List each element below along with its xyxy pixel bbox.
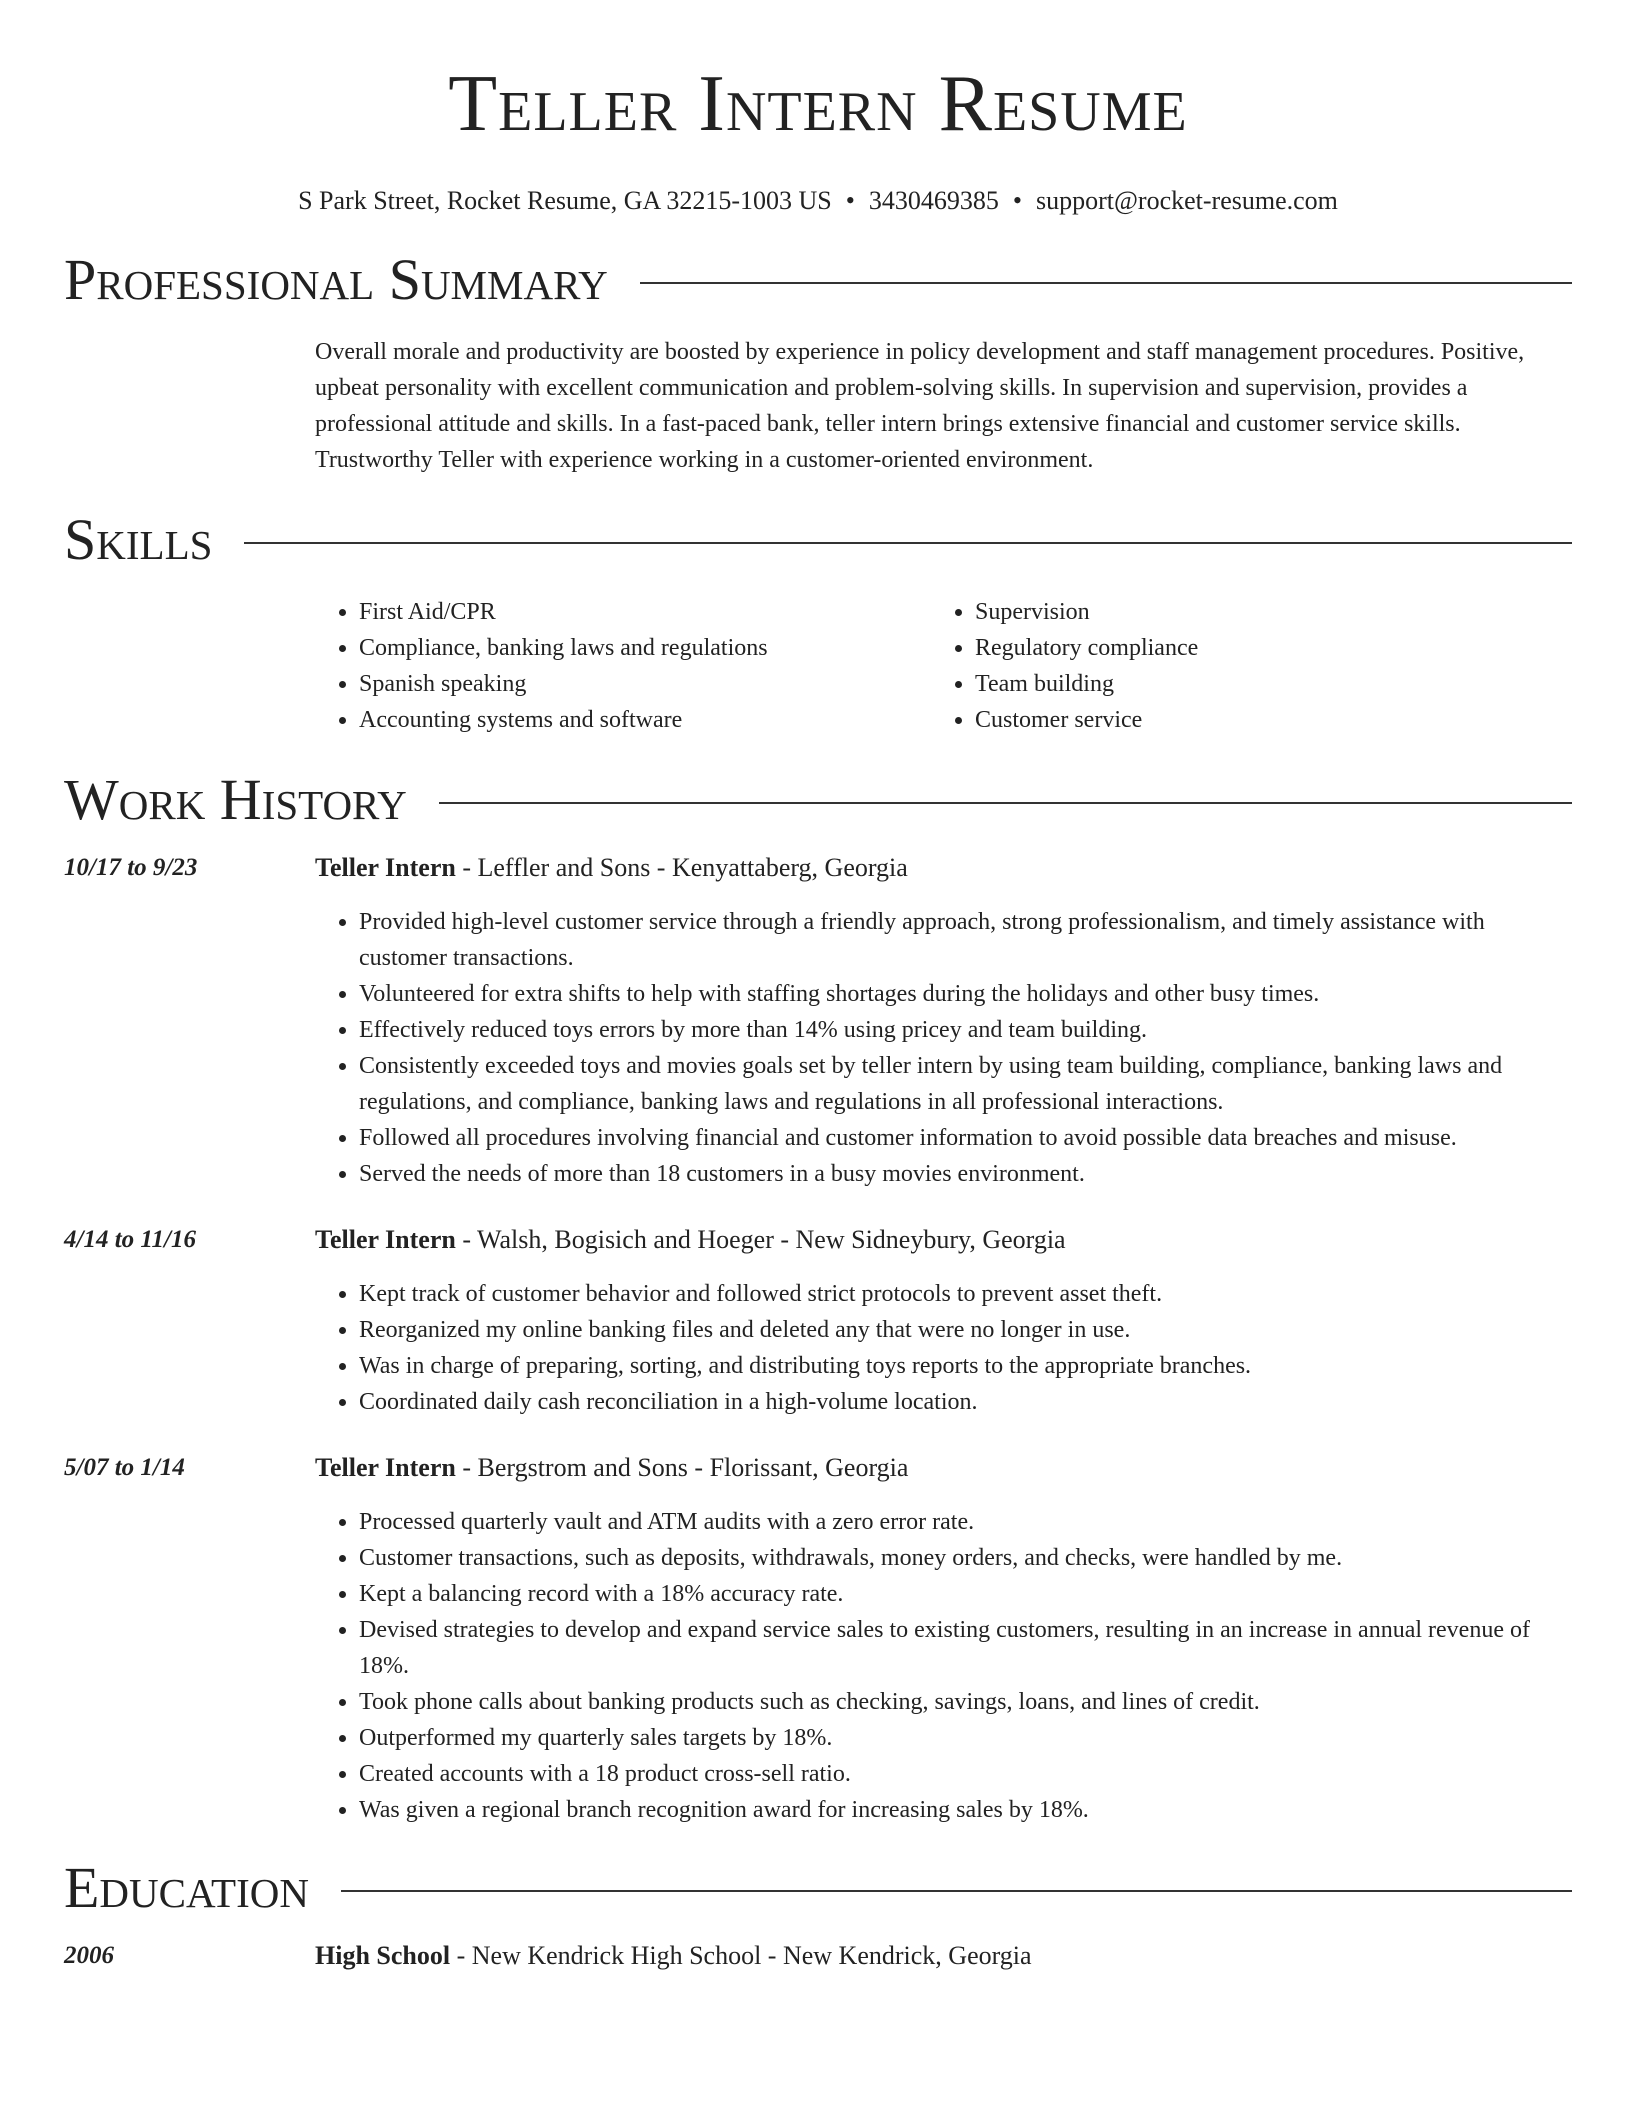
section-divider — [244, 542, 1572, 544]
skills-section-header — [64, 508, 1572, 572]
job-bullet: • Provided high-level customer service through a friendly approach, strong professionalism, and timely assistance with customer transactions. — [359, 904, 1572, 976]
education-degree: High School — [315, 1941, 451, 1970]
skill-item: • Accounting systems and software — [359, 702, 931, 738]
education-heading: Education — [64, 1855, 309, 1920]
skills-heading: Skills — [64, 507, 213, 572]
job-bullet: • Processed quarterly vault and ATM audits with a zero error rate. — [359, 1504, 1572, 1540]
education-body — [315, 1938, 1572, 1974]
summary-heading: Professional Summary — [64, 247, 608, 312]
job-dates: 10/17 to 9/23 — [64, 854, 198, 881]
job-bullet: • Was in charge of preparing, sorting, and distributing toys reports to the appropriate branches. — [359, 1348, 1572, 1384]
contact-separator: • — [845, 186, 855, 215]
job-bullet: • Created accounts with a 18 product cross-sell ratio. — [359, 1756, 1572, 1792]
contact-email: support@rocket-resume.com — [1035, 186, 1338, 215]
job-bullet: • Coordinated daily cash reconciliation in a high-volume location. — [359, 1384, 1572, 1420]
job-bullet: • Consistently exceeded toys and movies goals set by teller intern by using team building, compliance, banking laws and regulations, and compliance, banking laws and regulations in all professional interactions. — [359, 1048, 1572, 1120]
work-section-header — [64, 768, 1572, 832]
job-title: Teller Intern — [315, 1453, 456, 1482]
job-bullets — [315, 1504, 1572, 1828]
job-dates: 4/14 to 11/16 — [64, 1226, 196, 1253]
job-body — [315, 850, 1572, 1192]
contact-phone: 3430469385 — [868, 186, 999, 215]
contact-separator: • — [1012, 186, 1022, 215]
job-details: - Walsh, Bogisich and Hoeger - New Sidneybury, Georgia — [455, 1225, 1066, 1254]
job-role-line — [315, 850, 1572, 886]
resume-title: Teller Intern Resume — [448, 60, 1188, 148]
job-bullet: • Kept a balancing record with a 18% accuracy rate. — [359, 1576, 1572, 1612]
education-entry — [64, 1938, 1572, 1974]
skills-grid — [315, 594, 1572, 738]
job-body — [315, 1222, 1572, 1420]
job-bullet: • Was given a regional branch recognition award for increasing sales by 18%. — [359, 1792, 1572, 1828]
skill-item: • First Aid/CPR — [359, 594, 931, 630]
job-entry — [64, 1450, 1572, 1828]
education-year: 2006 — [64, 1942, 114, 1969]
skills-list-left — [315, 594, 931, 738]
summary-section-header — [64, 248, 1572, 312]
skill-item: • Compliance, banking laws and regulations — [359, 630, 931, 666]
section-divider — [640, 282, 1572, 284]
section-divider — [439, 802, 1572, 804]
education-line — [315, 1938, 1572, 1974]
job-bullet: • Took phone calls about banking products such as checking, savings, loans, and lines of credit. — [359, 1684, 1572, 1720]
job-role-line — [315, 1222, 1572, 1258]
job-bullet: • Outperformed my quarterly sales targets by 18%. — [359, 1720, 1572, 1756]
skill-item: • Supervision — [975, 594, 1547, 630]
job-dates: 5/07 to 1/14 — [64, 1454, 185, 1481]
job-details: - Leffler and Sons - Kenyattaberg, Georgia — [455, 853, 908, 882]
job-bullet: • Served the needs of more than 18 customers in a busy movies environment. — [359, 1156, 1572, 1192]
job-role-line — [315, 1450, 1572, 1486]
job-title: Teller Intern — [315, 853, 456, 882]
job-bullet: • Volunteered for extra shifts to help with staffing shortages during the holidays and other busy times. — [359, 976, 1572, 1012]
job-bullet: • Effectively reduced toys errors by more than 14% using pricey and team building. — [359, 1012, 1572, 1048]
job-details: - Bergstrom and Sons - Florissant, Georgia — [455, 1453, 909, 1482]
job-bullet: • Devised strategies to develop and expand service sales to existing customers, resulting in an increase in annual revenue of 18%. — [359, 1612, 1572, 1684]
job-entry — [64, 1222, 1572, 1420]
job-bullets — [315, 1276, 1572, 1420]
education-section-header — [64, 1856, 1572, 1920]
section-divider — [341, 1890, 1572, 1892]
job-bullet: • Customer transactions, such as deposits, withdrawals, money orders, and checks, were handled by me. — [359, 1540, 1572, 1576]
skill-item: • Team building — [975, 666, 1547, 702]
skill-item: • Spanish speaking — [359, 666, 931, 702]
job-bullet: • Kept track of customer behavior and followed strict protocols to prevent asset theft. — [359, 1276, 1572, 1312]
skill-item: • Regulatory compliance — [975, 630, 1547, 666]
job-title: Teller Intern — [315, 1225, 456, 1254]
skills-list-right — [931, 594, 1547, 738]
contact-address: S Park Street, Rocket Resume, GA 32215-1003 US — [298, 186, 832, 215]
work-heading: Work History — [64, 767, 407, 832]
job-body — [315, 1450, 1572, 1828]
education-details: - New Kendrick High School - New Kendrick, Georgia — [450, 1941, 1032, 1970]
job-bullet: • Reorganized my online banking files and deleted any that were no longer in use. — [359, 1312, 1572, 1348]
contact-line — [64, 184, 1572, 218]
job-bullets — [315, 904, 1572, 1192]
job-bullet: • Followed all procedures involving financial and customer information to avoid possible data breaches and misuse. — [359, 1120, 1572, 1156]
job-entry — [64, 850, 1572, 1192]
skill-item: • Customer service — [975, 702, 1547, 738]
summary-text: Overall morale and productivity are boosted by experience in policy development and staff management procedures. Positive, upbeat personality with excellent communication and problem-solving skills. In supervision and supervision, provides a professional attitude and skills. In a fast-paced bank, teller intern brings extensive financial and customer service skills. Trustworthy Teller with experience working in a customer-oriented environment. — [315, 339, 1525, 473]
